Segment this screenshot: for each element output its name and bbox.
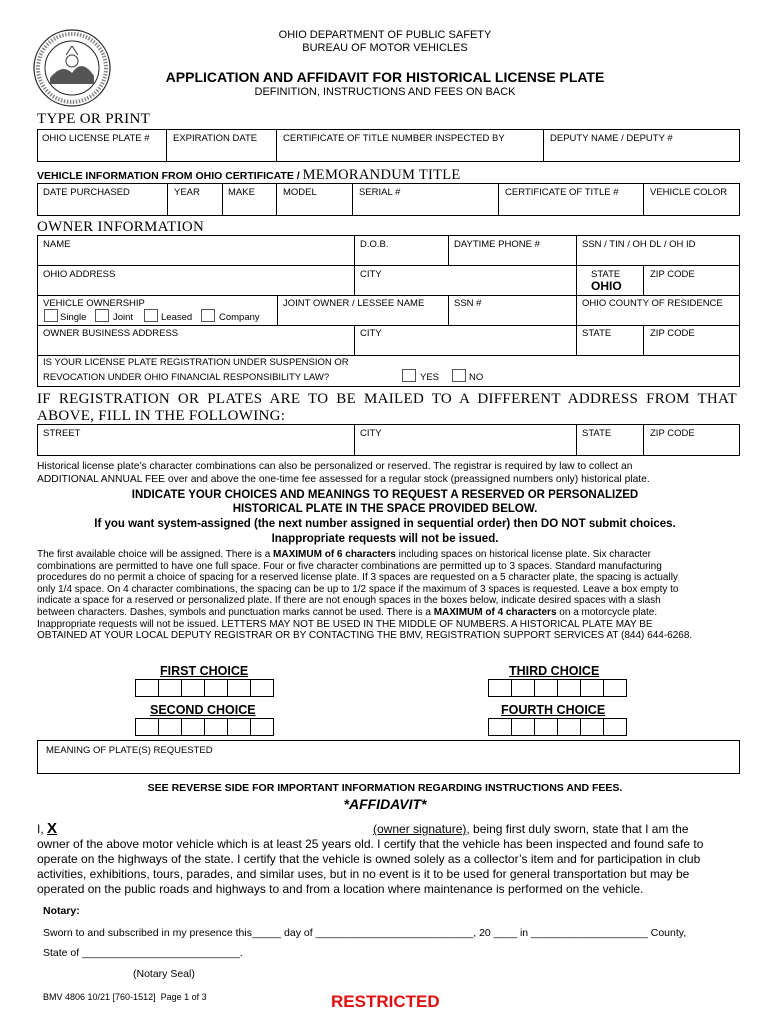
indicate-line1: INDICATE YOUR CHOICES AND MEANINGS TO REQUEST A RESERVED OR PERSONALIZED	[131, 489, 639, 501]
mail-zip-field[interactable]: ZIP CODE	[650, 428, 695, 439]
form-title: APPLICATION AND AFFIDAVIT FOR HISTORICAL LICENSE PLATE	[165, 69, 605, 85]
notary-sworn-line[interactable]: Sworn to and subscribed in my presence this_____ day of ___________________________, 20 ____ in ____________________ County,	[43, 927, 687, 939]
vehicle-ownership-label: VEHICLE OWNERSHIP	[43, 298, 145, 309]
company-checkbox[interactable]	[201, 309, 215, 322]
notary-state-line[interactable]: State of ___________________________.	[43, 947, 243, 959]
first-choice-label: FIRST CHOICE	[160, 664, 249, 678]
year-field[interactable]: YEAR	[174, 187, 200, 198]
second-choice-label: SECOND CHOICE	[150, 703, 256, 717]
leased-checkbox[interactable]	[144, 309, 158, 322]
suspension-question-2: REVOCATION UNDER OHIO FINANCIAL RESPONSIBILITY LAW?	[43, 372, 330, 383]
leased-label: Leased	[161, 312, 193, 323]
plate-row	[37, 129, 740, 162]
rules-paragraph: The first available choice will be assigned. There is a MAXIMUM of 6 characters including spaces on historical license plate. Six character combinations are permitted to have one full space. Four or five character combinations are permitted up to 3 spaces. Standard manufacturing procedures do no permit a choice of spacing for a reserved license plate. If 3 spaces are requested on a 5 character plate, the spacing is actually only 1/4 space. On 4 character combinations, the spacing can be up to 1/2 space if the maximum of 3 spaces is requested. Leave a box empty to indicate a space for a reserved or personalized plate. If there are not enough spaces in the boxes below, indicate desired spaces with a slash between characters. Dashes, symbols and punctuation marks cannot be used. There is a MAXIMUM of 4 characters on a motorcycle plate. Inappropriate requests will not be issued. LETTERS MAY NOT BE USED IN THE MIDDLE OF NUMBERS. A HISTORICAL PLATE MAY BE OBTAINED AT YOUR LOCAL DEPUTY REGISTRAR OR BY CONTACTING THE BMV, REGISTRATION SUPPORT SERVICES AT (844) 644-6268.	[37, 549, 693, 642]
indicate-line3: If you want system-assigned (the next number assigned in sequential order) then DO NOT submit choices.	[94, 518, 676, 530]
notary-seal-label: (Notary Seal)	[133, 968, 195, 980]
expiration-date-field[interactable]: EXPIRATION DATE	[173, 133, 258, 144]
affidavit-text: I, X (owner signature), being first duly sworn, state that I am the owner of the above motor vehicle which is at least 25 years old. I certify that the vehicle has been inspected and found safe to operate on the highways of the state. I certify that the vehicle is owned solely as a collector’s item and for participation in club activities, exhibitions, tours, parades, and similar uses, but in no event is it to be used for general transportation but may be operated on the public roads and highways to and from a location where maintenance is performed on the vehicle.	[37, 820, 704, 896]
single-checkbox[interactable]	[44, 309, 58, 322]
no-checkbox[interactable]	[452, 369, 466, 382]
bureau-name: BUREAU OF MOTOR VEHICLES	[302, 42, 468, 54]
model-field[interactable]: MODEL	[283, 187, 317, 198]
joint-checkbox[interactable]	[95, 309, 109, 322]
second-choice-boxes[interactable]	[135, 718, 273, 736]
deputy-name-field[interactable]: DEPUTY NAME / DEPUTY #	[550, 133, 673, 144]
yes-checkbox[interactable]	[402, 369, 416, 382]
restricted-stamp: RESTRICTED	[331, 992, 440, 1011]
company-label: Company	[219, 312, 260, 323]
fee-text-1: Historical license plate’s character combinations can also be personalized or reserved. The registrar is required by law to collect an	[37, 461, 633, 472]
form-subtitle: DEFINITION, INSTRUCTIONS AND FEES ON BACK	[254, 86, 516, 98]
business-address-field[interactable]: OWNER BUSINESS ADDRESS	[43, 328, 179, 339]
single-label: Single	[60, 312, 87, 323]
owner-info-table	[37, 235, 740, 387]
business-city-field[interactable]: CITY	[360, 328, 382, 339]
state-label: STATE	[591, 269, 621, 280]
see-reverse-note: SEE REVERSE SIDE FOR IMPORTANT INFORMATION REGARDING INSTRUCTIONS AND FEES.	[147, 782, 623, 794]
form-id: BMV 4806 10/21 [760-1512] Page 1 of 3	[43, 992, 207, 1002]
city-field[interactable]: CITY	[360, 269, 382, 280]
joint-label: Joint	[113, 312, 134, 323]
cert-title-inspected-field[interactable]: CERTIFICATE OF TITLE NUMBER INSPECTED BY	[283, 133, 505, 144]
fourth-choice-label: FOURTH CHOICE	[501, 703, 606, 717]
serial-field[interactable]: SERIAL #	[359, 187, 401, 198]
dob-field[interactable]: D.O.B.	[360, 239, 389, 250]
vehicle-color-field[interactable]: VEHICLE COLOR	[650, 187, 728, 198]
first-choice-boxes[interactable]	[135, 679, 273, 697]
date-purchased-field[interactable]: DATE PURCHASED	[43, 187, 130, 198]
yes-label: YES	[420, 372, 440, 383]
type-or-print: TYPE OR PRINT	[37, 111, 151, 127]
business-zip-field[interactable]: ZIP CODE	[650, 328, 695, 339]
mail-heading-line1: IF REGISTRATION OR PLATES ARE TO BE MAILED TO A DIFFERENT ADDRESS FROM THAT	[37, 391, 737, 407]
ohio-address-field[interactable]: OHIO ADDRESS	[43, 269, 116, 280]
vehicle-info-heading: VEHICLE INFORMATION FROM OHIO CERTIFICATE / MEMORANDUM TITLE	[37, 167, 461, 183]
zip-code-field[interactable]: ZIP CODE	[650, 269, 695, 280]
notary-label: Notary:	[43, 905, 80, 917]
ssn-tin-field[interactable]: SSN / TIN / OH DL / OH ID	[582, 239, 696, 250]
fee-text-2: ADDITIONAL ANNUAL FEE over and above the one-time fee assessed for a regular stock (preassigned numbers only) historical plate.	[37, 474, 650, 485]
ohio-county-field[interactable]: OHIO COUNTY OF RESIDENCE	[582, 298, 723, 309]
mail-row	[37, 424, 740, 456]
ssn-field[interactable]: SSN #	[454, 298, 482, 309]
owner-info-heading: OWNER INFORMATION	[37, 219, 205, 235]
fourth-choice-boxes[interactable]	[488, 718, 626, 736]
memorandum-title: MEMORANDUM TITLE	[302, 167, 461, 183]
owner-signature-line[interactable]: X	[47, 820, 58, 837]
vehicle-row	[37, 183, 740, 216]
business-state-field[interactable]: STATE	[582, 328, 612, 339]
mail-city-field[interactable]: CITY	[360, 428, 382, 439]
mail-state-field[interactable]: STATE	[582, 428, 612, 439]
state-value: OHIO	[591, 279, 622, 293]
no-label: NO	[469, 372, 484, 383]
ohio-license-plate-field[interactable]: OHIO LICENSE PLATE #	[42, 133, 150, 144]
indicate-line2: HISTORICAL PLATE IN THE SPACE PROVIDED BELOW.	[232, 503, 538, 515]
mail-heading-line2: ABOVE, FILL IN THE FOLLOWING:	[37, 408, 286, 424]
third-choice-label: THIRD CHOICE	[509, 664, 600, 678]
affidavit-title: *AFFIDAVIT*	[343, 796, 427, 812]
cert-of-title-field[interactable]: CERTIFICATE OF TITLE #	[505, 187, 619, 198]
meaning-label: MEANING OF PLATE(S) REQUESTED	[46, 745, 213, 756]
meaning-of-plates-field[interactable]	[37, 740, 740, 774]
dept-name: OHIO DEPARTMENT OF PUBLIC SAFETY	[278, 29, 492, 41]
indicate-line4: Inappropriate requests will not be issued.	[271, 533, 499, 545]
name-field[interactable]: NAME	[43, 239, 71, 250]
mail-street-field[interactable]: STREET	[43, 428, 81, 439]
daytime-phone-field[interactable]: DAYTIME PHONE #	[454, 239, 540, 250]
make-field[interactable]: MAKE	[228, 187, 255, 198]
suspension-question-1: IS YOUR LICENSE PLATE REGISTRATION UNDER SUSPENSION OR	[43, 357, 349, 368]
joint-owner-field[interactable]: JOINT OWNER / LESSEE NAME	[283, 298, 425, 309]
third-choice-boxes[interactable]	[488, 679, 626, 697]
